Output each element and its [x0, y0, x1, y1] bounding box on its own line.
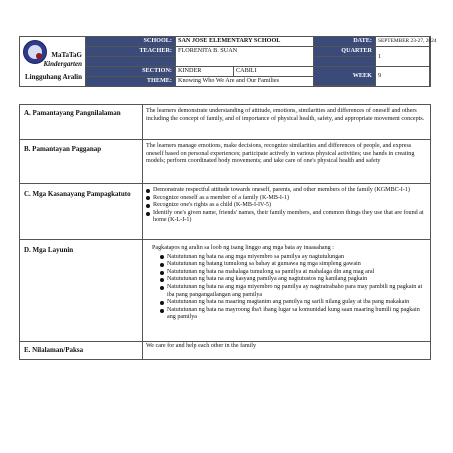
row-content [146, 240, 428, 346]
teacher-value: FLORENITA B. SUAN [176, 47, 314, 67]
header-table [19, 36, 437, 87]
bullet-icon [160, 263, 164, 267]
brand-lingguhang-aralin: Lingguhang Aralin [25, 73, 82, 81]
teacher-label-filler [86, 57, 176, 67]
bullet-icon [160, 301, 164, 305]
row-text: The learners manage emotions, make decisions, recognize similarities and differences of people, and express oneself based on personal experiences; participate actively in various physical activities; use hands in creating models; perform coordinated body movements; and take care of one's physical health and safety [146, 143, 415, 165]
list-item: Natututunan ng bata na mahalaga tumulong sa pamilya at mahalaga din ang mag aral [160, 269, 428, 277]
list-item: Natututunan ng bata na maaring magtanim ang pamilya ng sarili nilang gulay at iba pang makakain [160, 299, 428, 307]
row-label: B. Pamantayan Pagganap [20, 140, 143, 183]
list-item: Natututunan ng bata na ang mga miyembro sa pamilya ay nagtutulungan [160, 254, 428, 262]
list-item: Demonstrate respectful attitude towards oneself, parents, and other members of the family (KGMBC-I-1) [146, 187, 428, 195]
quarter-label-filler [314, 57, 376, 67]
bullet-icon [146, 204, 150, 208]
header-brand [20, 37, 86, 86]
list-item: Natututunan ng bata na mayroong iba't ibang lugar sa komunidad kung saan maaring bumili ng pagkain ang pamilya [160, 307, 428, 322]
row-kasanayang-pampagkatuto [20, 184, 430, 240]
row-content [146, 342, 428, 360]
brand-matatag: MaTaTaG [51, 51, 82, 59]
list-item: Recognize one's rights as a child (K-MB-I-IV-5) [146, 202, 428, 210]
week-value: 9 [376, 67, 430, 86]
lesson-table [19, 104, 431, 360]
section-value: KINDER [176, 67, 234, 77]
date-label: DATE: [314, 37, 376, 47]
week-label: WEEK [314, 67, 376, 86]
row-mga-layunin [20, 240, 430, 342]
list-item: Recognize oneself as a member of a family (K-MB-I-1) [146, 195, 428, 203]
bullet-icon [160, 271, 164, 275]
list-item: Natututunan ng batang tumulong sa bahay at gumawa ng mga simpleng gawain [160, 261, 428, 269]
row-label: D. Mga Layunin [20, 240, 143, 341]
teacher-label: TEACHER: [86, 47, 176, 57]
quarter-value: 1 [376, 47, 430, 67]
list-item: Identify one's given name, friends' names, their family members, and common things they use that are found at home (K-L-I-1) [146, 210, 428, 225]
row-label: C. Mga Kasanayang Pampagkatuto [20, 184, 143, 239]
bullet-icon [160, 286, 164, 290]
row-label: E. Nilalaman/Paksa [20, 342, 143, 359]
row-pamantayan-pagganap [20, 140, 430, 184]
row-content [146, 105, 428, 142]
row-content [146, 184, 428, 242]
section-label: SECTION: [86, 67, 176, 77]
quarter-label: QUARTER [314, 47, 376, 57]
row-nilalaman-paksa [20, 342, 430, 359]
school-value: SAN JOSE ELEMENTARY SCHOOL [176, 37, 314, 47]
objectives-lead: Pagkatapos ng aralin sa loob ng isang linggo ang mga bata ay inaasahang : [152, 245, 334, 251]
bullet-icon [160, 278, 164, 282]
row-text: We care for and help each other in the family [146, 343, 256, 349]
date-value: SEPTEMBER 23-27, 2024 [376, 37, 430, 47]
list-item: Natututunan ng bata na ang mga miyembro ng pamilya ay nagtratrabaho para may pambili ng pagkain at iba pang pangangailangan ang pamilya [160, 284, 428, 299]
school-label: SCHOOL: [86, 37, 176, 47]
row-pamantayang-pangnilalaman [20, 105, 430, 140]
bullet-icon [160, 255, 164, 259]
row-content [146, 140, 428, 186]
bullet-icon [146, 212, 150, 216]
theme-value: Knowing Who We Are and Our Families [176, 77, 314, 86]
bullet-icon [146, 189, 150, 193]
row-text: The learners demonstrate understanding of attitude, emotions, similarities and differences of oneself and others including the concept of family, and of importance of physical health, safety, and appropriate movement concepts. [146, 108, 425, 122]
list-item: Natututunan ng bata na ang kasyang pamilya ang nagtutustos ng kanilang pagkain [160, 276, 428, 284]
theme-label: THEME: [86, 77, 176, 86]
section-value-2: CABILI [234, 67, 314, 77]
brand-kindergarten: Kindergarten [43, 59, 82, 68]
row-label: A. Pamantayang Pangnilalaman [20, 105, 143, 139]
bullet-icon [146, 196, 150, 200]
bullet-icon [160, 309, 164, 313]
